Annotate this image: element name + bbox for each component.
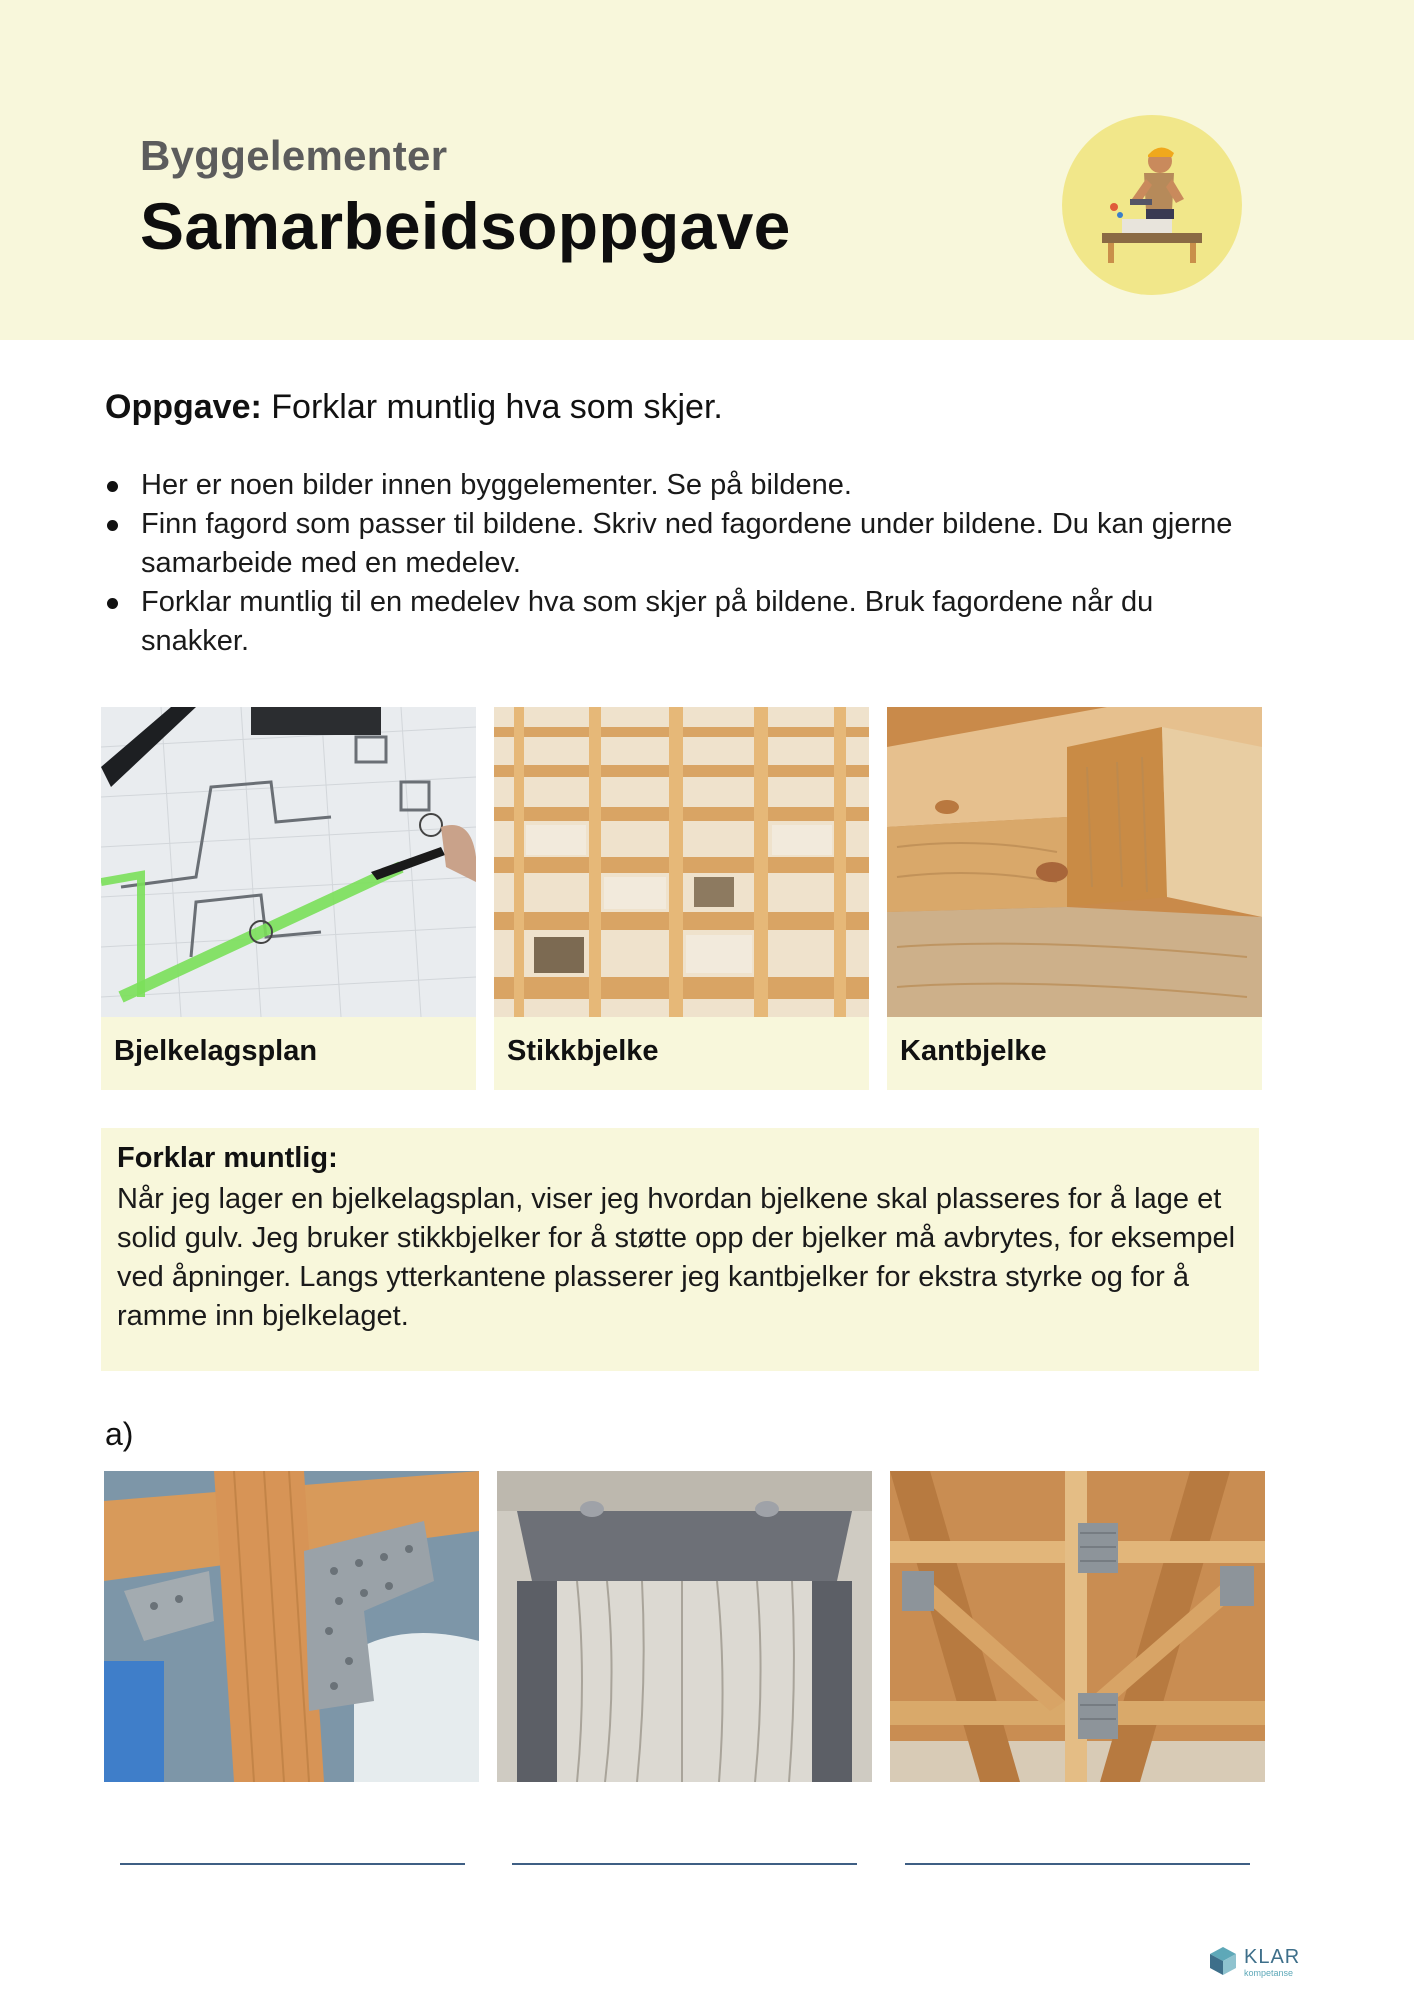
- section-a-label: a): [105, 1416, 134, 1452]
- task-instruction: [105, 388, 723, 427]
- explanation-heading: Forklar muntlig:: [117, 1142, 338, 1174]
- card-label: Kantbjelke: [900, 1035, 1047, 1067]
- logo-wordmark: KLAR: [1244, 1946, 1301, 1968]
- list-item: Finn fagord som passer til bildene. Skriv ned fagordene under bildene. Du kan gjerne samarbeide med en medelev.: [105, 505, 1245, 583]
- floor-joist-frame-photo: [494, 707, 869, 1017]
- blueprint-plan-photo: [101, 707, 476, 1017]
- card-label: Stikkbjelke: [507, 1035, 659, 1067]
- header-banner: [0, 0, 1414, 340]
- instruction-list: [105, 466, 1245, 661]
- example-card-bjelkelagsplan: [101, 707, 476, 1090]
- carpenter-illustration-icon: [1062, 115, 1242, 295]
- page-title: Samarbeidsoppgave: [140, 189, 791, 263]
- klar-logo: [1208, 1946, 1301, 1980]
- list-item: Forklar muntlig til en medelev hva som skjer på bildene. Bruk fagordene når du snakker.: [105, 583, 1245, 661]
- task-text: Forklar muntlig hva som skjer.: [271, 388, 723, 426]
- joist-hanger-photo: [497, 1471, 872, 1782]
- answer-line[interactable]: [120, 1863, 465, 1865]
- example-card-kantbjelke: [887, 707, 1262, 1090]
- page-subtitle: Byggelementer: [140, 132, 448, 179]
- cube-logo-icon: [1208, 1946, 1238, 1976]
- answer-line[interactable]: [512, 1863, 857, 1865]
- angle-bracket-photo: [104, 1471, 479, 1782]
- list-item: Her er noen bilder innen byggelementer. Se på bildene.: [105, 466, 1245, 505]
- task-label: Oppgave:: [105, 388, 262, 426]
- answer-line[interactable]: [905, 1863, 1250, 1865]
- explanation-box: [101, 1128, 1259, 1371]
- logo-subtext: kompetanse: [1244, 1968, 1294, 1978]
- card-label: Bjelkelagsplan: [114, 1035, 318, 1067]
- roof-truss-nail-plates-photo: [890, 1471, 1265, 1782]
- explanation-text: Når jeg lager en bjelkelagsplan, viser jeg hvordan bjelkene skal plasseres for å lage et solid gulv. Jeg bruker stikkbjelker for å støtte opp der bjelker må avbrytes, for eksempel ved åpninger. Langs ytterkantene plasserer jeg kantbjelker for ekstra styrke og for å ramme inn bjelkelaget.: [117, 1183, 1236, 1332]
- example-card-stikkbjelke: [494, 707, 869, 1090]
- rim-joist-corner-photo: [887, 707, 1262, 1017]
